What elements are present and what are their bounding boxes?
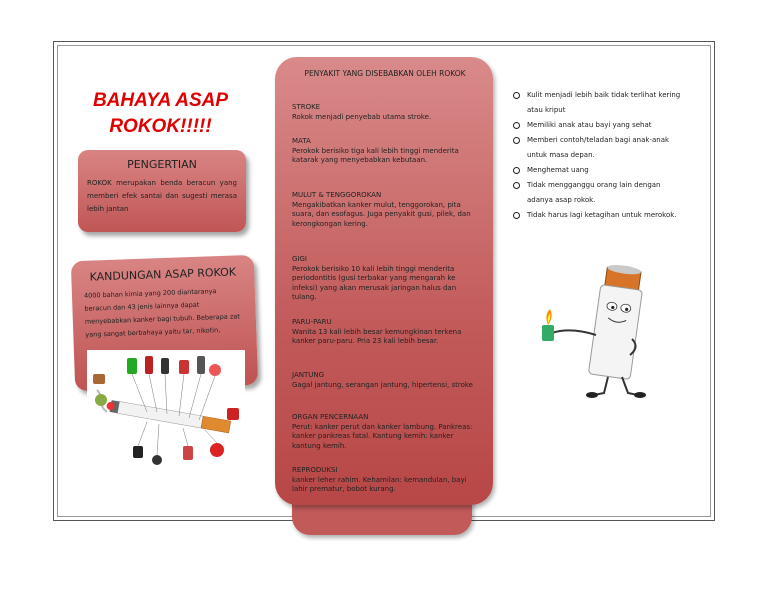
disease-text: kanker leher rahim. Kehamilan: kemandulan, bayi lahir prematur, bobot kurang. <box>292 475 467 493</box>
kandungan-text: 4000 bahan kimia yang 200 diantaranya beracun dan 43 jenis lainnya dapat menyebabkan kanker bagi tubuh. Beberapa zat yang sangat berbahaya yaitu tar, nikotin, <box>83 287 240 339</box>
disease-heading: STROKE <box>292 103 321 111</box>
benefit-text: Tidak harus lagi ketagihan untuk merokok. <box>527 211 677 219</box>
bullet-icon <box>513 167 520 174</box>
disease-item <box>292 371 482 390</box>
pengertian-heading: PENGERTIAN <box>127 158 197 171</box>
cigarette-chemicals-diagram <box>87 350 245 472</box>
disease-text: Perokok berisiko tiga kali lebih tinggi menderita katarak yang menyebabkan kebutaan. <box>292 146 459 164</box>
disease-heading: REPRODUKSI <box>292 466 338 474</box>
cigarette-mascot-icon <box>520 255 680 400</box>
disease-item <box>292 191 482 229</box>
benefit-item <box>513 208 688 223</box>
bullet-icon <box>513 92 520 99</box>
disease-item <box>292 103 482 122</box>
benefit-item <box>513 88 688 118</box>
disease-text: Perokok berisiko 10 kali lebih tinggi menderita periodontitis (gusi terbakar yang mengarah ke infeksi) yang akan merusak jaringan halus dan tulang. <box>292 264 457 301</box>
benefit-item <box>513 163 688 178</box>
disease-item <box>292 255 482 303</box>
benefit-text: Memiliki anak atau bayi yang sehat <box>527 121 652 129</box>
benefit-text: Menghemat uang <box>527 166 589 174</box>
kandungan-heading: KANDUNGAN ASAP ROKOK <box>89 265 237 284</box>
benefit-text: Tidak mengganggu orang lain dengan adanya asap rokok. <box>527 181 661 204</box>
disease-text: Mengakibatkan kanker mulut, tenggorokan, pita suara, dan esofagus. Juga penyakit gusi, pilek, dan kerongkongan kering. <box>292 200 471 228</box>
benefit-text: Memberi contoh/teladan bagi anak-anak untuk masa depan. <box>527 136 670 159</box>
disease-heading: GIGI <box>292 255 307 263</box>
disease-item <box>292 137 482 166</box>
diseases-title: PENYAKIT YANG DISEBABKAN OLEH ROKOK <box>304 69 466 78</box>
bullet-icon <box>513 122 520 129</box>
disease-heading: MATA <box>292 137 311 145</box>
benefit-item <box>513 133 688 163</box>
benefits-list <box>513 88 688 223</box>
page-title: BAHAYA ASAP ROKOK!!!!! <box>92 90 229 137</box>
disease-text: Gagal jantung, serangan jantung, hipertensi, stroke <box>292 380 473 389</box>
disease-heading: PARU-PARU <box>292 318 332 326</box>
benefit-text: Kulit menjadi lebih baik tidak terlihat kering atau kriput <box>527 91 681 114</box>
disease-heading: ORGAN PENCERNAAN <box>292 413 369 421</box>
disease-heading: JANTUNG <box>292 371 325 379</box>
bullet-icon <box>513 212 520 219</box>
disease-heading: MULUT & TENGGOROKAN <box>292 191 382 199</box>
bullet-icon <box>513 182 520 189</box>
pengertian-box <box>78 150 246 232</box>
disease-item <box>292 466 482 495</box>
pengertian-text: ROKOK merupakan benda beracun yang memberi efek santai dan sugesti merasa lebih jantan <box>87 179 237 213</box>
bullet-icon <box>513 137 520 144</box>
disease-item <box>292 413 482 451</box>
disease-text: Wanita 13 kali lebih besar kemungkinan terkena kanker paru-paru. Pria 23 kali lebih besar. <box>292 327 462 345</box>
benefit-item <box>513 118 688 133</box>
benefit-item <box>513 178 688 208</box>
disease-text: Rokok menjadi penyebab utama stroke. <box>292 112 432 121</box>
disease-item <box>292 318 482 347</box>
disease-text: Perut: kanker perut dan kanker lambung. Pankreas: kanker pankreas fatal. Kantung kemih: kanker kantung kemih. <box>292 422 473 450</box>
